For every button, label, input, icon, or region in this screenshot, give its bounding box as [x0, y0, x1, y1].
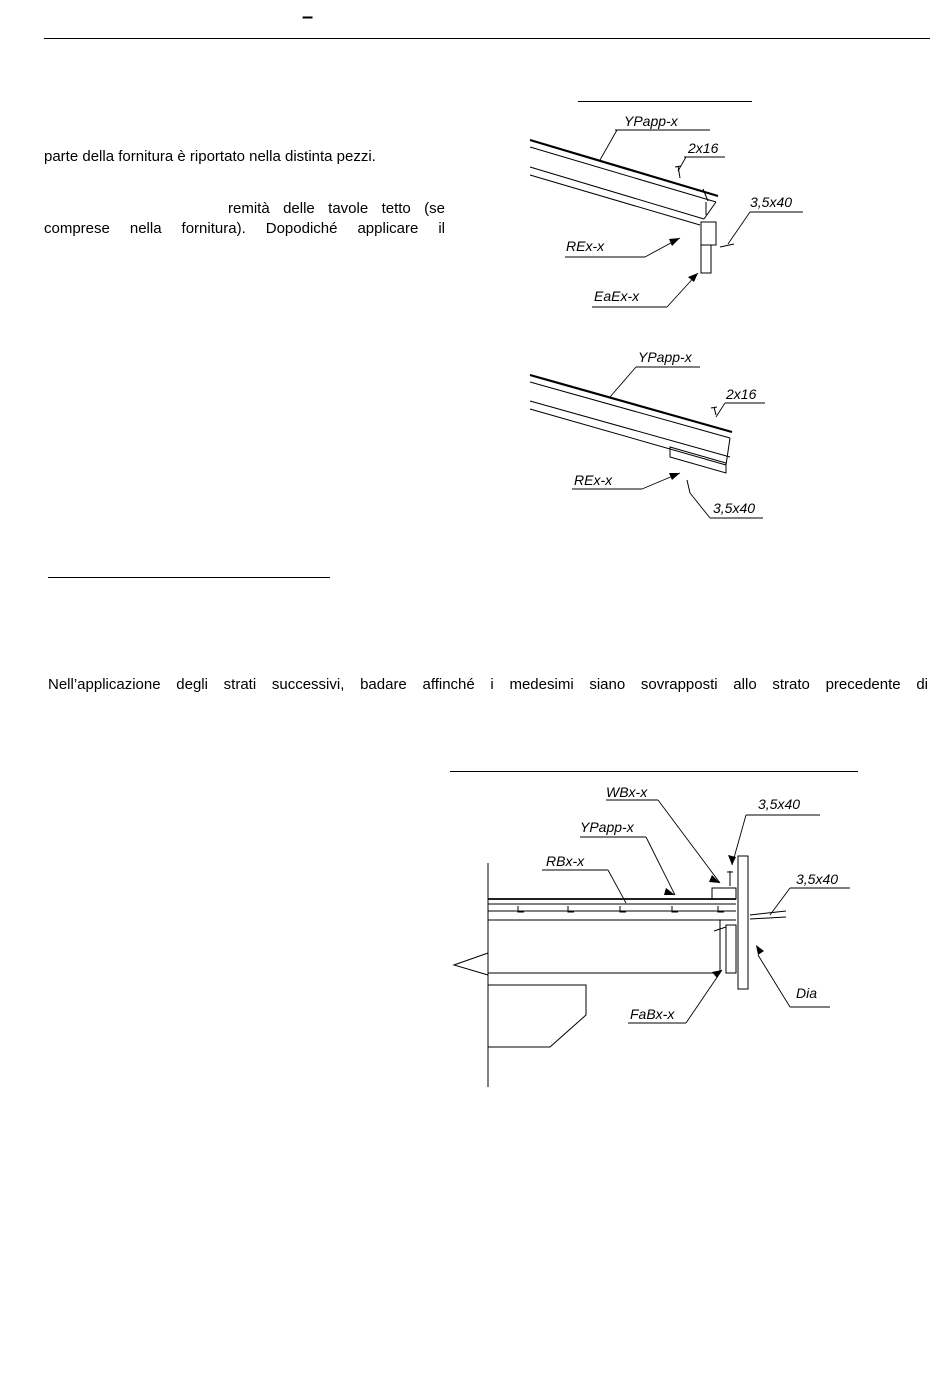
label-3-5x40-2: 3,5x40 — [713, 500, 756, 516]
figure-3-wall-detail — [450, 775, 870, 1095]
label-rbx: RBx-x — [546, 853, 585, 869]
label-rex-2: REx-x — [574, 472, 613, 488]
label-wbx: WBx-x — [606, 784, 648, 800]
label-3-5x40-3: 3,5x40 — [758, 796, 801, 812]
label-ypapp-1: YPapp-x — [624, 113, 678, 129]
figure-2-eave-detail — [520, 345, 810, 525]
section-rule-left — [48, 577, 330, 578]
header-dash: – — [302, 6, 314, 28]
label-rex-1: REx-x — [566, 238, 605, 254]
header-rule — [44, 38, 930, 39]
label-dia: Dia — [796, 985, 818, 1001]
label-eaex-1: EaEx-x — [594, 288, 640, 304]
figure-1-eave-detail — [520, 105, 810, 315]
paragraph-3: Nell’applicazione degli strati successivi, badare affinché i medesimi siano sovrapposti allo strato precedente di — [48, 676, 928, 693]
paragraph-1: parte della fornitura è riportato nella distinta pezzi. — [44, 148, 376, 165]
label-ypapp-3: YPapp-x — [580, 819, 634, 835]
label-2x16-2: 2x16 — [726, 386, 757, 402]
section-rule-figure1 — [578, 101, 752, 102]
label-3-5x40-4: 3,5x40 — [796, 871, 839, 887]
label-fabx: FaBx-x — [630, 1006, 675, 1022]
label-2x16-1: 2x16 — [688, 140, 719, 156]
paragraph-2-line-1: remità delle tavole tetto (se — [228, 200, 445, 217]
section-rule-figure3 — [450, 771, 858, 772]
label-3-5x40-1: 3,5x40 — [750, 194, 793, 210]
label-ypapp-2: YPapp-x — [638, 349, 692, 365]
paragraph-2-line-2: compresе nella fornitura). Dopodiché applicare il — [44, 220, 445, 237]
